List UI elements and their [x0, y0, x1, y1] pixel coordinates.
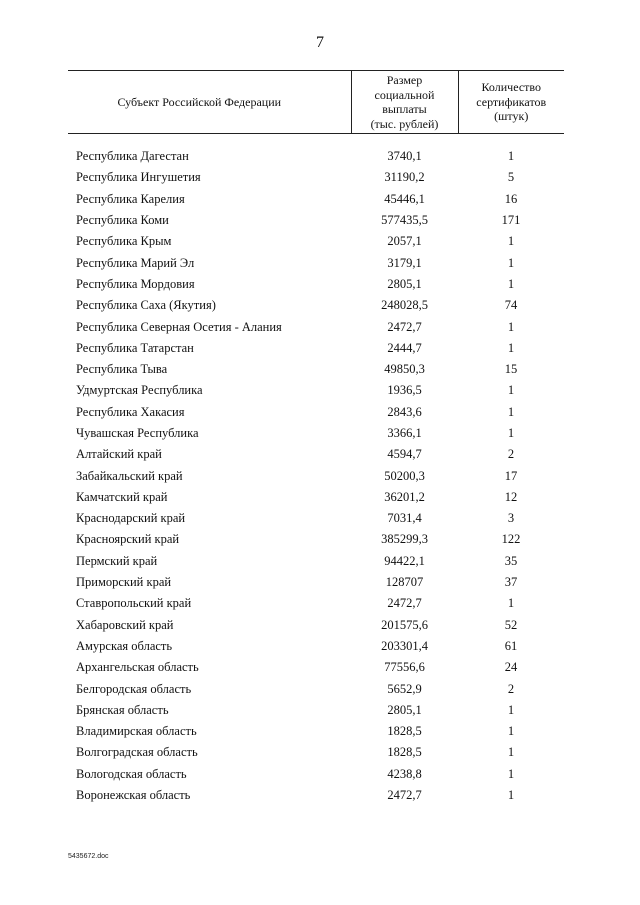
region-cell: Брянская область — [76, 702, 169, 717]
header-amount-line: выплаты — [382, 102, 427, 116]
table-row — [68, 210, 564, 231]
region-cell: Республика Дагестан — [76, 149, 189, 164]
region-cell: Забайкальский край — [76, 468, 183, 483]
count-cell: 1 — [507, 404, 515, 419]
count-cell: 61 — [504, 638, 518, 653]
count-cell: 12 — [504, 489, 518, 504]
table-row — [68, 678, 564, 699]
table-row — [68, 700, 564, 721]
amount-cell: 45446,1 — [384, 191, 425, 206]
region-cell: Республика Марий Эл — [76, 255, 195, 270]
count-cell: 1 — [507, 234, 515, 249]
amount-cell: 577435,5 — [381, 213, 428, 228]
count-cell: 1 — [507, 276, 515, 291]
header-amount — [351, 71, 458, 134]
amount-cell: 2805,1 — [387, 276, 422, 291]
count-cell: 1 — [507, 149, 515, 164]
amount-cell: 2843,6 — [387, 404, 422, 419]
amount-cell: 2472,7 — [387, 596, 422, 611]
region-cell: Камчатский край — [76, 489, 168, 504]
region-cell: Вологодская область — [76, 766, 187, 781]
count-cell: 1 — [507, 340, 515, 355]
amount-cell: 3740,1 — [387, 149, 422, 164]
region-cell: Белгородская область — [76, 681, 192, 696]
header-count-line: Количество — [481, 80, 541, 95]
table-row — [68, 274, 564, 295]
region-cell: Республика Карелия — [76, 191, 185, 206]
table-row — [68, 167, 564, 188]
region-cell: Краснодарский край — [76, 511, 186, 526]
region-cell: Амурская область — [76, 638, 173, 653]
amount-cell: 203301,4 — [381, 638, 428, 653]
table-row — [68, 785, 564, 806]
region-cell: Республика Крым — [76, 234, 172, 249]
amount-cell: 77556,6 — [384, 660, 425, 675]
table-row — [68, 423, 564, 444]
region-cell: Республика Саха (Якутия) — [76, 298, 216, 313]
count-cell: 2 — [507, 681, 515, 696]
table-row — [68, 402, 564, 423]
table-row — [68, 593, 564, 614]
table-row — [68, 465, 564, 486]
region-cell: Алтайский край — [76, 447, 162, 462]
table-row — [68, 359, 564, 380]
amount-cell: 31190,2 — [384, 170, 425, 185]
amount-cell: 3366,1 — [387, 426, 422, 440]
count-cell: 1 — [507, 702, 515, 717]
table-row — [68, 487, 564, 508]
amount-cell: 2472,7 — [387, 788, 422, 803]
region-cell: Красноярский край — [76, 532, 180, 547]
region-cell: Республика Северная Осетия - Алания — [76, 319, 282, 334]
table-row — [68, 252, 564, 273]
region-cell: Владимирская область — [76, 724, 197, 739]
amount-cell: 201575,6 — [381, 617, 428, 632]
header-count-line: сертификатов — [476, 94, 547, 109]
amount-cell: 36201,2 — [384, 489, 425, 504]
subsidy-table — [68, 70, 564, 806]
table-row — [68, 551, 564, 572]
page-number: 7 — [316, 34, 324, 51]
table-row — [68, 316, 564, 337]
table-spacer — [68, 134, 564, 147]
region-cell: Республика Коми — [76, 213, 169, 228]
amount-cell: 1828,5 — [387, 724, 422, 739]
table-row — [68, 742, 564, 763]
amount-cell: 385299,3 — [381, 532, 428, 547]
table-row — [68, 508, 564, 529]
table-row — [68, 338, 564, 359]
table-row — [68, 380, 564, 401]
table-body — [68, 134, 564, 807]
amount-cell: 1828,5 — [387, 745, 422, 760]
count-cell: 1 — [507, 255, 515, 270]
header-amount-line: социальной — [374, 87, 435, 102]
table-row — [68, 636, 564, 657]
header-amount-line: (тыс. рублей) — [370, 116, 439, 131]
table-row — [68, 189, 564, 210]
count-cell: 1 — [507, 724, 515, 739]
count-cell: 1 — [507, 788, 515, 803]
count-cell: 74 — [504, 298, 518, 313]
header-count-line: (штук) — [494, 109, 529, 124]
amount-cell: 2057,1 — [387, 234, 422, 249]
footer-file-name: 5435672.doc — [68, 853, 109, 860]
region-cell: Чувашская Республика — [76, 426, 199, 440]
region-cell: Республика Хакасия — [76, 404, 185, 419]
count-cell: 1 — [507, 745, 515, 760]
count-cell: 15 — [504, 362, 518, 377]
amount-cell: 49850,3 — [384, 362, 425, 377]
count-cell: 122 — [501, 532, 521, 547]
amount-cell: 94422,1 — [384, 553, 425, 568]
region-cell: Волгоградская область — [76, 745, 198, 760]
table-row — [68, 231, 564, 252]
count-cell: 1 — [507, 596, 515, 611]
region-cell: Хабаровский край — [76, 617, 174, 632]
region-cell: Удмуртская Республика — [76, 383, 203, 398]
table-row — [68, 572, 564, 593]
count-cell: 3 — [507, 511, 515, 526]
table-row — [68, 657, 564, 678]
table-row — [68, 295, 564, 316]
count-cell: 1 — [507, 426, 515, 440]
amount-cell: 4238,8 — [387, 766, 422, 781]
amount-cell: 7031,4 — [387, 511, 422, 526]
count-cell: 17 — [504, 468, 518, 483]
table-row — [68, 529, 564, 550]
header-amount-line: Размер — [386, 73, 423, 87]
count-cell: 1 — [507, 383, 515, 398]
region-cell: Архангельская область — [76, 660, 199, 675]
count-cell: 52 — [504, 617, 518, 632]
table-row — [68, 444, 564, 465]
header-region: Субъект Российской Федерации — [68, 71, 351, 134]
count-cell: 2 — [507, 447, 515, 462]
count-cell: 24 — [504, 660, 518, 675]
count-cell: 16 — [504, 191, 518, 206]
amount-cell: 4594,7 — [387, 447, 422, 462]
amount-cell: 2805,1 — [387, 702, 422, 717]
table-row — [68, 721, 564, 742]
count-cell: 35 — [504, 553, 518, 568]
amount-cell: 1936,5 — [387, 383, 422, 398]
count-cell: 37 — [504, 575, 518, 590]
amount-cell: 2472,7 — [387, 319, 422, 334]
table-row — [68, 764, 564, 785]
count-cell: 1 — [507, 319, 515, 334]
table-row — [68, 146, 564, 167]
amount-cell: 5652,9 — [387, 681, 422, 696]
count-cell: 171 — [501, 213, 521, 228]
header-count — [458, 71, 564, 134]
table-header — [68, 71, 564, 134]
amount-cell: 248028,5 — [381, 298, 428, 313]
region-cell: Республика Татарстан — [76, 340, 194, 355]
amount-cell: 2444,7 — [387, 340, 422, 355]
region-cell: Приморский край — [76, 575, 172, 590]
region-cell: Ставропольский край — [76, 596, 192, 611]
amount-cell: 128707 — [385, 575, 424, 590]
amount-cell: 50200,3 — [384, 468, 425, 483]
count-cell: 5 — [507, 170, 515, 185]
region-cell: Пермский край — [76, 553, 158, 568]
region-cell: Воронежская область — [76, 788, 191, 803]
region-cell: Республика Ингушетия — [76, 170, 201, 185]
region-cell: Республика Тыва — [76, 362, 168, 377]
table-row — [68, 615, 564, 636]
count-cell: 1 — [507, 766, 515, 781]
amount-cell: 3179,1 — [387, 255, 422, 270]
region-cell: Республика Мордовия — [76, 276, 195, 291]
